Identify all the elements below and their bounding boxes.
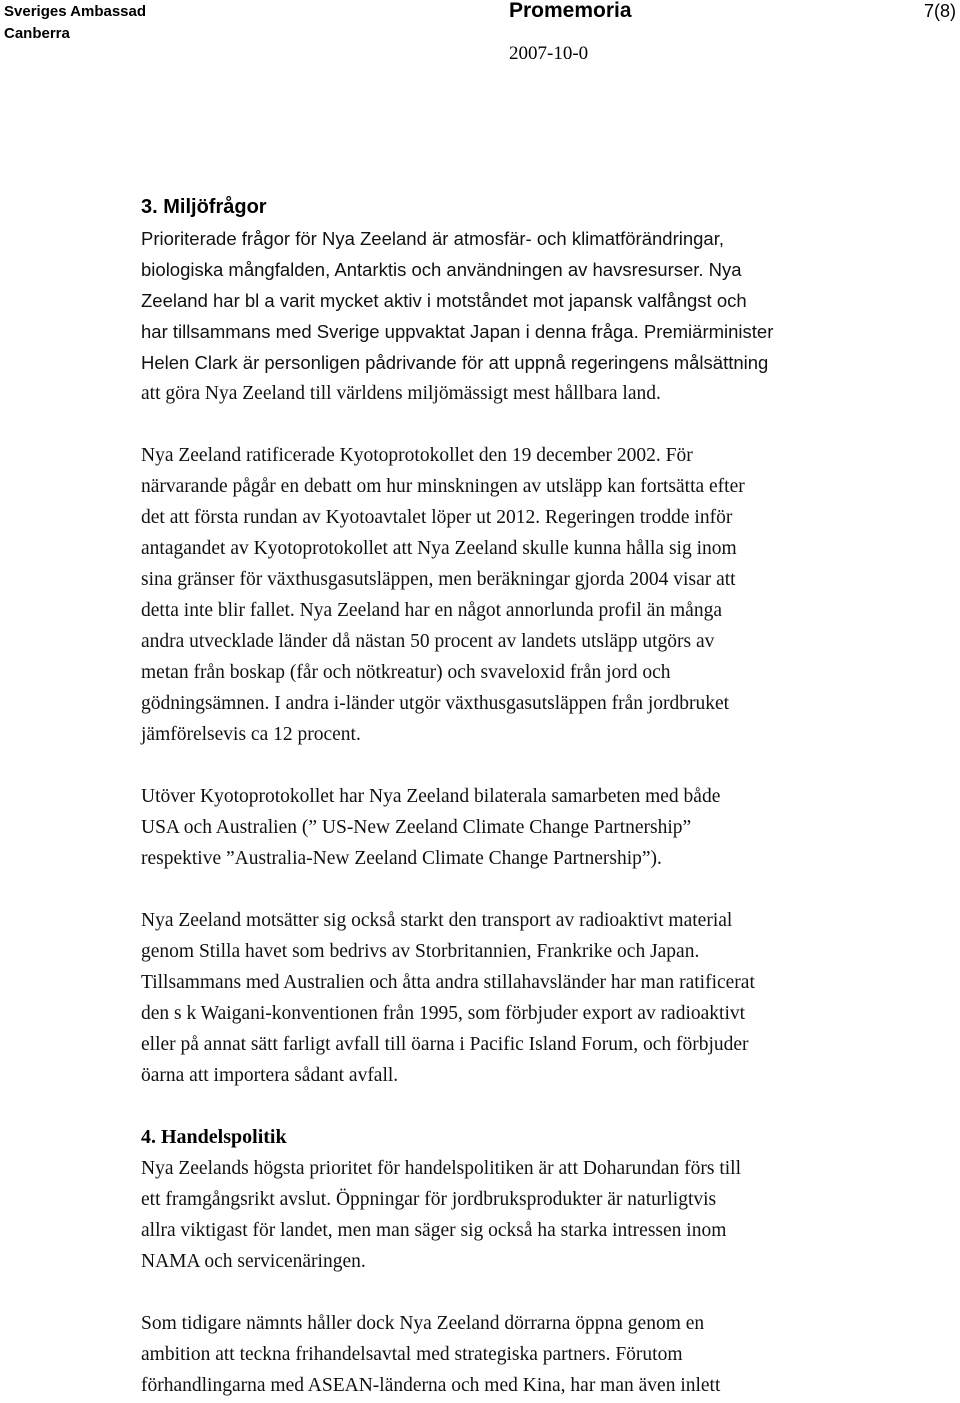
paragraph-kyoto: Nya Zeeland ratificerade Kyotoprotokollet den 19 december 2002. För närvarande pågår en debatt om hur minskningen av utsläpp kan fortsätta efter det att första rundan av Kyotoavtalet löper ut 2012. Regeringen trodde inför antagandet av Kyotoprotokollet att Nya Zeeland skulle kunna hålla sig inom sina gränser för växthusgasutsläppen, men beräkningar gjorda 2004 visar att detta inte blir fallet. Nya Zeeland har en något annorlunda profil än många andra utvecklade länder då nästan 50 procent av landets utsläpp utgörs av metan från boskap (får och nötkreatur) och svaveloxid från jord och gödningsämnen. I andra i-länder utgör växthusgasutsläppen från jordbruket jämförelsevis ca 12 procent.: [141, 445, 745, 745]
paragraph-bilateral: Utöver Kyotoprotokollet har Nya Zeeland bilaterala samarbeten med både USA och Australien (” US-New Zeeland Climate Change Partnership” respektive ”Australia-New Zeeland Climate Change Partnership”).: [141, 786, 721, 869]
page-number: 7(8): [923, 1, 956, 21]
org-line-1: Sveriges Ambassad: [4, 3, 147, 20]
document-type: Promemoria: [509, 0, 632, 22]
page-header: [0, 0, 960, 70]
section-heading-handelspolitik: 4. Handelspolitik: [141, 1126, 287, 1148]
paragraph-radioactive-transport: Nya Zeeland motsätter sig också starkt den transport av radioaktivt material genom Stilla havet som bedrivs av Storbritannien, Frankrike och Japan. Tillsammans med Australien och åtta andra stillahavsländer har man ratificerat den s k Waigani-konventionen från 1995, som förbjuder export av radioaktivt eller på annat sätt farligt avfall till öarna i Pacific Island Forum, och förbjuder öarna att importera sådant avfall.: [141, 910, 755, 1086]
sender-organization: [4, 1, 146, 45]
document-date: 2007-10-0: [509, 43, 589, 64]
paragraph-environment-priorities-end: att göra Nya Zeeland till världens miljömässigt mest hållbara land.: [141, 383, 661, 404]
paragraph-spacer: [141, 1091, 841, 1122]
paragraph-spacer: [141, 750, 841, 781]
paragraph-environment-priorities: Prioriterade frågor för Nya Zeeland är atmosfär- och klimatförändringar, biologiska mångfalden, Antarktis och användningen av havsresurser. Nya Zeeland har bl a varit mycket aktiv i motståndet mot japansk valfångst och har tillsammans med Sverige uppvaktat Japan i denna fråga. Premiärminister Helen Clark är personligen pådrivande för att uppnå regeringens målsättning: [141, 228, 774, 373]
paragraph-free-trade: Som tidigare nämnts håller dock Nya Zeeland dörrarna öppna genom en ambition att teckna frihandelsavtal med strategiska partners. Förutom förhandlingarna med ASEAN-länderna och med Kina, har man även inlett: [141, 1313, 721, 1396]
org-line-2: Canberra: [4, 25, 70, 42]
document-body: [141, 192, 841, 1401]
paragraph-spacer: [141, 874, 841, 905]
section-heading-miljofragor: 3. Miljöfrågor: [141, 196, 267, 218]
paragraph-spacer: [141, 409, 841, 440]
paragraph-spacer: [141, 1277, 841, 1308]
paragraph-doha: Nya Zeelands högsta prioritet för handelspolitiken är att Doharundan förs till ett framgångsrikt avslut. Öppningar för jordbruksprodukter är naturligtvis allra viktigast för landet, men man säger sig också ha starka intressen inom NAMA och servicenäringen.: [141, 1158, 741, 1272]
